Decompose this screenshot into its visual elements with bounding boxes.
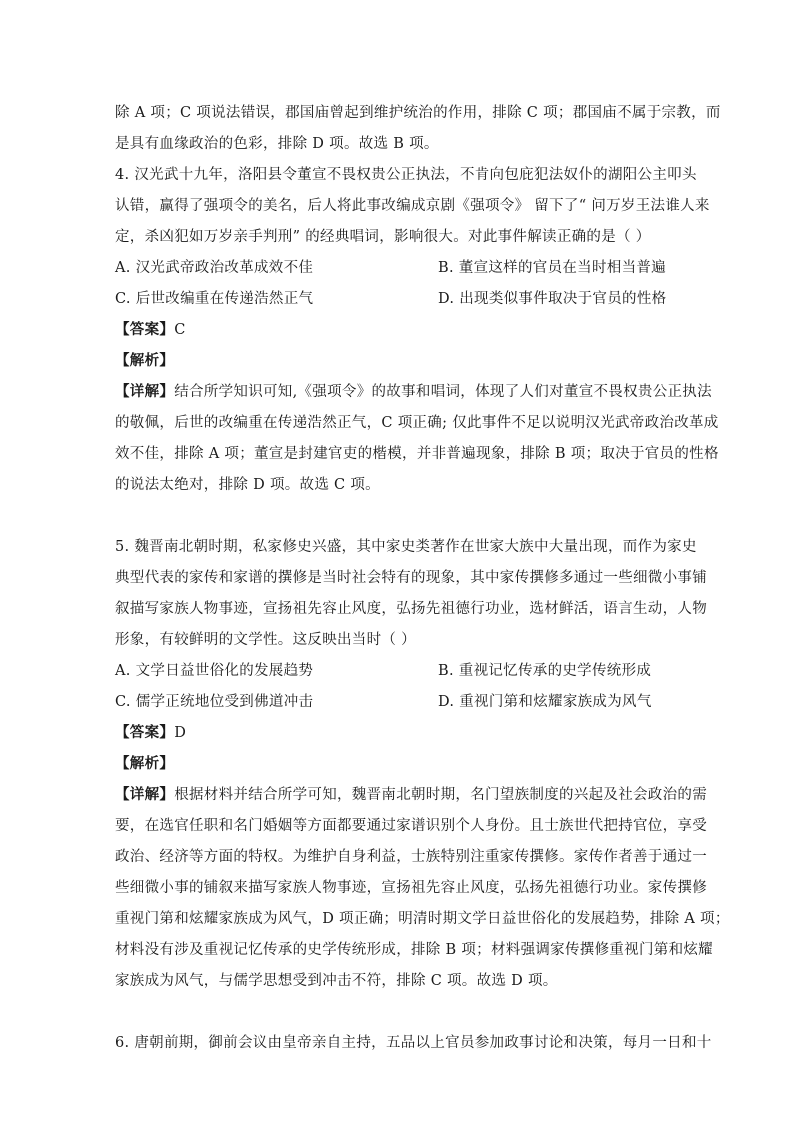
q4-answer-value: C <box>174 322 186 338</box>
q5-detail-line-1: 【详解】根据材料并结合所学可知，魏晋南北朝时期，名门望族制度的兴起及社会政治的需 <box>115 786 707 803</box>
q4-detail-line-3: 效不佳，排除 A 项；董宣是封建官吏的楷模，并非普遍现象，排除 B 项；取决于官员的性格 <box>115 446 719 462</box>
q4-detail-line-2: 的敬佩，后世的改编重在传递浩然正气，C 项正确; 仅此事件不足以说明汉光武帝政治改革成 <box>115 415 719 431</box>
q5-option-d: D. 重视门第和炫耀家族成为风气 <box>438 694 652 710</box>
q5-detail-label: 【详解】 <box>115 786 175 803</box>
q4-answer <box>115 320 186 340</box>
q4-stem-line-3: 定，杀凶犯如万岁亲手判刑” 的经典唱词，影响很大。对此事件解读正确的是（ ） <box>115 229 651 245</box>
q5-detail-line-3: 政治、经济等方面的特权。为维护自身利益，士族特别注重家传撰修。家传作者善于通过一 <box>115 849 707 865</box>
q5-stem-line-1: 5. 魏晋南北朝时期，私家修史兴盛，其中家史类著作在世家大族中大量出现，而作为家史 <box>115 539 697 555</box>
q4-detail-label: 【详解】 <box>115 383 175 400</box>
q5-answer <box>115 723 186 743</box>
q5-detail-line-4: 些细微小事的铺叙来描写家族人物事迹，宣扬祖先容止风度，弘扬先祖德行功业。家传撰修 <box>115 880 707 896</box>
prev-analysis-line-2: 是具有血缘政治的色彩，排除 D 项。故选 B 项。 <box>115 136 439 152</box>
q5-detail-line-7: 家族成为风气，与儒学思想受到冲击不符，排除 C 项。故选 D 项。 <box>115 973 558 989</box>
q5-option-a: A. 文学日益世俗化的发展趋势 <box>115 663 314 679</box>
q4-detail-line-1: 【详解】结合所学知识可知,《强项令》的故事和唱词，体现了人们对董宣不畏权贵公正执法 <box>115 383 712 400</box>
q5-answer-value: D <box>174 725 187 741</box>
q4-stem-line-2: 认错，赢得了强项令的美名，后人将此事改编成京剧《强项令》 留下了“ 问万岁王法谁人来 <box>115 198 710 214</box>
q4-option-b: B. 董宣这样的官员在当时相当普遍 <box>438 260 666 276</box>
q5-stem-line-3: 叙描写家族人物事迹，宣扬祖先容止风度，弘扬先祖德行功业，选材鲜活，语言生动，人物 <box>115 601 707 617</box>
q4-option-c: C. 后世改编重在传递浩然正气 <box>115 291 314 307</box>
q4-option-d: D. 出现类似事件取决于官员的性格 <box>438 291 667 307</box>
q5-stem-line-2: 典型代表的家传和家谱的撰修是当时社会特有的现象，其中家传撰修多通过一些细微小事铺 <box>115 570 707 586</box>
q5-stem-line-4: 形象，有较鲜明的文学性。这反映出当时（ ） <box>115 632 416 648</box>
q6-stem-line-1: 6. 唐朝前期，御前会议由皇帝亲自主持，五品以上官员参加政事讨论和决策，每月一日和十 <box>115 1035 712 1051</box>
q5-option-c: C. 儒学正统地位受到佛道冲击 <box>115 694 314 710</box>
q5-detail-line-6: 材料没有涉及重视记忆传承的史学传统形成，排除 B 项；材料强调家传撰修重视门第和炫耀 <box>115 942 713 958</box>
q5-analysis-label: 【解析】 <box>115 755 175 772</box>
q5-detail-line-5: 重视门第和炫耀家族成为风气，D 项正确；明清时期文学日益世俗化的发展趋势，排除 A 项； <box>115 911 730 927</box>
q4-option-a: A. 汉光武帝政治改革成效不佳 <box>115 260 314 276</box>
prev-analysis-line-1: 除 A 项；C 项说法错误，郡国庙曾起到维护统治的作用，排除 C 项；郡国庙不属于宗教，而 <box>115 105 721 121</box>
q5-detail-line-2: 要，在选官任职和名门婚姻等方面都要通过家谱识别个人身份。且士族世代把持官位，享受 <box>115 818 707 834</box>
q5-answer-label: 【答案】 <box>115 724 175 741</box>
q4-stem-line-1: 4. 汉光武十九年，洛阳县令董宣不畏权贵公正执法，不肯向包庇犯法奴仆的湖阳公主叩头 <box>115 167 697 183</box>
q4-detail-line-4: 的说法太绝对，排除 D 项。故选 C 项。 <box>115 477 380 493</box>
q4-analysis-label: 【解析】 <box>115 352 175 369</box>
q5-option-b: B. 重视记忆传承的史学传统形成 <box>438 663 652 679</box>
q4-answer-label: 【答案】 <box>115 321 175 338</box>
